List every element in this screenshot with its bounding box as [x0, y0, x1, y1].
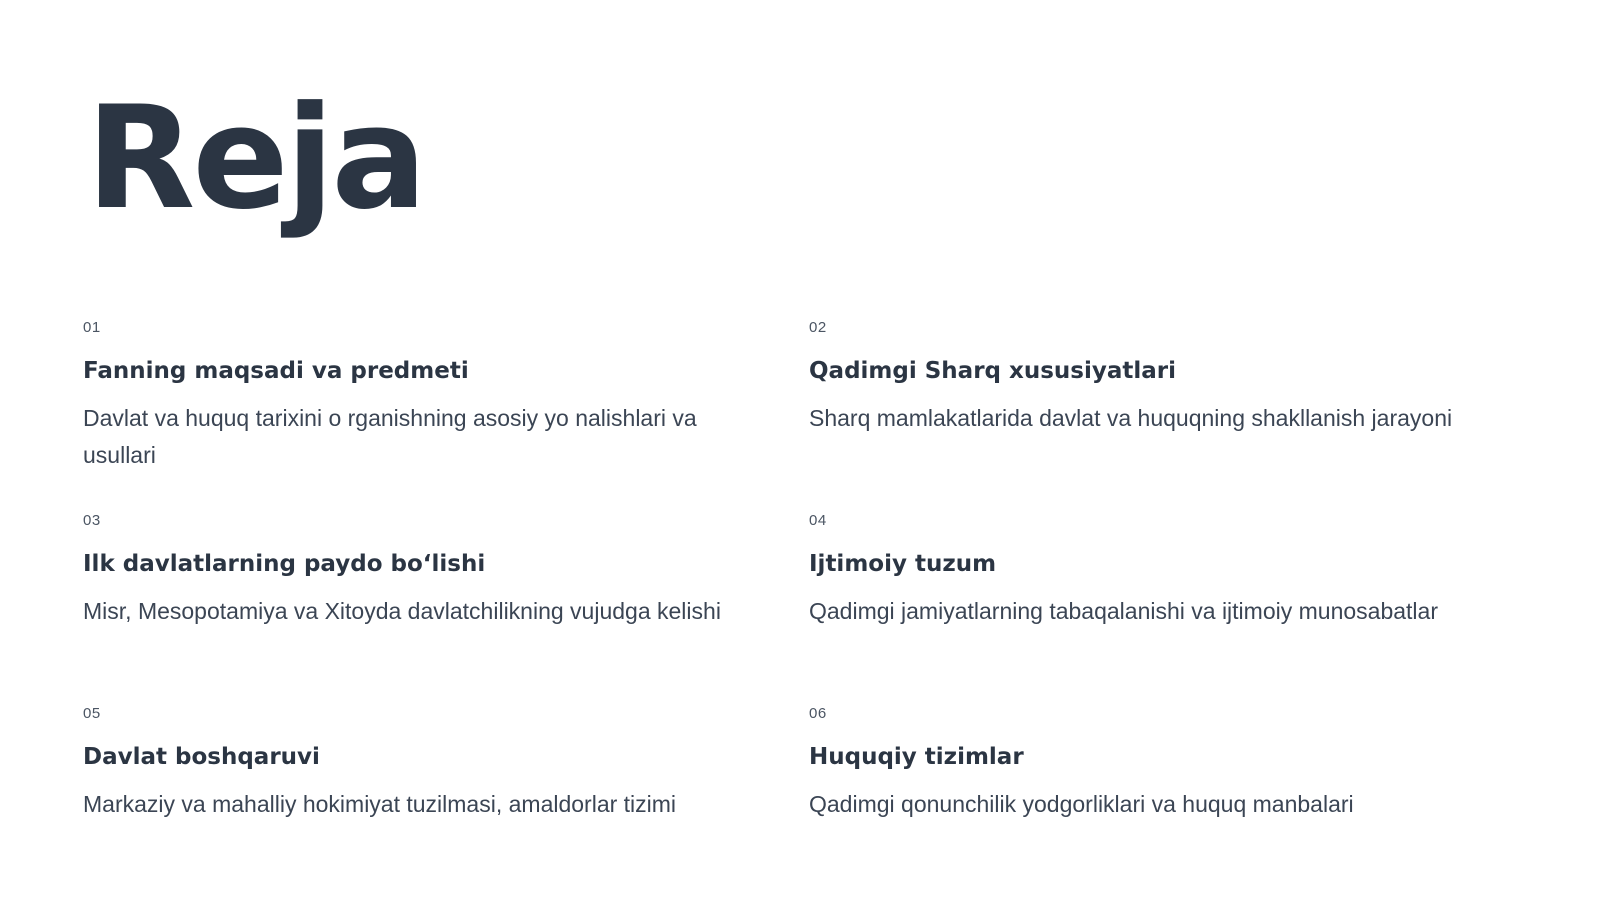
item-number: 03: [83, 512, 101, 529]
agenda-item-05: [83, 704, 809, 897]
agenda-item-01: [83, 318, 809, 511]
item-number: 02: [809, 319, 827, 336]
item-number: 04: [809, 512, 827, 529]
item-heading: Davlat boshqaruvi: [83, 744, 320, 770]
item-heading: Fanning maqsadi va predmeti: [83, 358, 469, 384]
item-heading: Huquqiy tizimlar: [809, 744, 1024, 770]
item-description: Qadimgi qonunchilik yodgorliklari va huquq manbalari: [809, 791, 1354, 817]
item-heading: Qadimgi Sharq xususiyatlari: [809, 358, 1177, 384]
item-description: Markaziy va mahalliy hokimiyat tuzilmasi, amaldorlar tizimi: [83, 791, 677, 817]
item-number: 06: [809, 705, 827, 722]
agenda-item-04: [809, 511, 1509, 704]
item-description: Davlat va huquq tarixini o rganishning asosiy yo nalishlari va usullari: [83, 405, 697, 468]
item-description: Misr, Mesopotamiya va Xitoyda davlatchilikning vujudga kelishi: [83, 598, 721, 624]
agenda-item-03: [83, 511, 809, 704]
item-description: Sharq mamlakatlarida davlat va huquqning shakllanish jarayoni: [809, 405, 1453, 431]
item-heading: Ijtimoiy tuzum: [809, 551, 997, 577]
item-number: 05: [83, 705, 101, 722]
item-heading: Ilk davlatlarning paydo bo‘lishi: [83, 551, 486, 577]
agenda-item-02: [809, 318, 1509, 511]
item-number: 01: [83, 319, 101, 336]
item-description: Qadimgi jamiyatlarning tabaqalanishi va ijtimoiy munosabatlar: [809, 598, 1438, 624]
agenda-grid: [83, 318, 1513, 897]
agenda-item-06: [809, 704, 1509, 897]
slide-title: Reja: [86, 76, 425, 241]
